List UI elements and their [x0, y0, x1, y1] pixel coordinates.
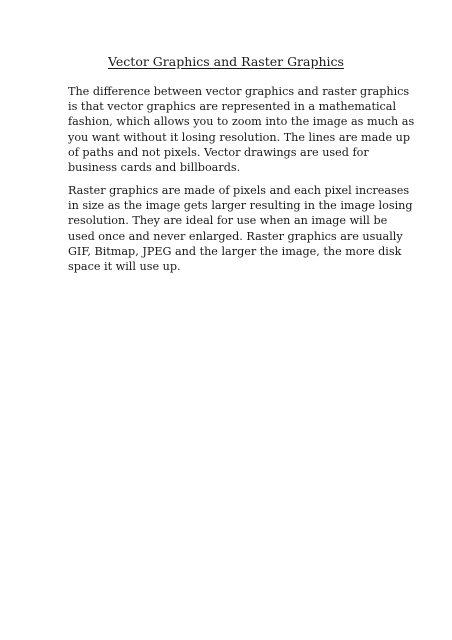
paragraph-line: GIF, Bitmap, JPEG and the larger the image, the more disk	[68, 244, 402, 258]
paragraph-line: Raster graphics are made of pixels and each pixel increases	[68, 184, 410, 197]
paragraph-line: space it will use up.	[68, 260, 181, 274]
paragraph-line: used once and never enlarged. Raster graphics are usually	[68, 229, 403, 243]
paragraph-raster-graphics	[68, 183, 413, 274]
paragraph-line: of paths and not pixels. Vector drawings are used for	[68, 145, 369, 159]
paragraph-vector-graphics	[68, 84, 415, 175]
paragraph-line: The difference between vector graphics and raster graphics	[68, 85, 410, 98]
paragraph-line: you want without it losing resolution. The lines are made up	[68, 130, 411, 144]
paragraph-line: resolution. They are ideal for use when an image will be	[68, 214, 388, 228]
paragraph-line: in size as the image gets larger resulting in the image losing	[68, 199, 413, 213]
paragraph-line: is that vector graphics are represented in a mathematical	[68, 100, 397, 114]
document-title: Vector Graphics and Raster Graphics	[108, 54, 344, 69]
paragraph-line: fashion, which allows you to zoom into the image as much as	[68, 115, 415, 129]
paragraph-line: business cards and billboards.	[68, 161, 241, 175]
